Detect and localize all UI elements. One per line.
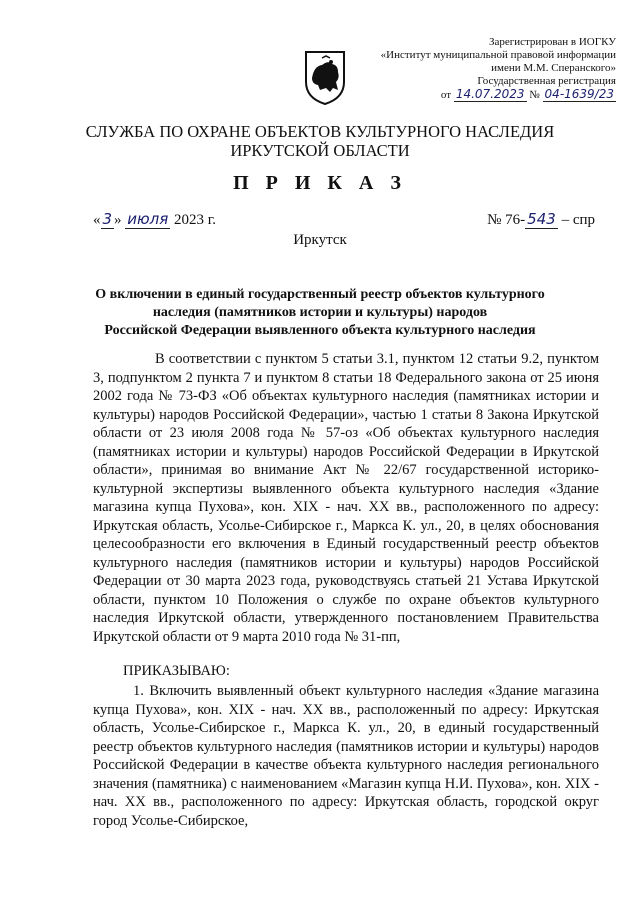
- number-prefix: № 76-: [487, 212, 526, 228]
- city: Иркутск: [293, 232, 347, 248]
- registration-stamp: [356, 36, 616, 102]
- title-line: Российской Федерации выявленного объекта культурного наследия: [104, 323, 536, 338]
- agency-line: СЛУЖБА ПО ОХРАНЕ ОБЪЕКТОВ КУЛЬТУРНОГО НАСЛЕДИЯ: [85, 122, 555, 141]
- date-open-quote: «: [93, 212, 101, 228]
- order-number: [487, 210, 595, 229]
- registration-line: Государственная регистрация: [477, 75, 616, 87]
- date-day: 3: [102, 210, 113, 228]
- preamble-paragraph: В соответствии с пунктом 5 статьи 3.1, пунктом 12 статьи 9.2, пунктом 3, подпунктом 2 пункта 7 и пунктом 8 статьи 18 Федерального закона от 25 июня 2002 года № 73-ФЗ «Об объектах культурного наследия (памятниках истории и культуры) народов Российской Федерации», частью 1 статьи 8 Закона Иркутской области от 23 июля 2008 года № 57-оз «Об объектах культурного наследия (памятниках истории и культуры) народов Российской Федерации в Иркутской области», принимая во внимание Акт № 22/67 государственной историко-культурной экспертизы выявленного объекта культурного наследия «Здание магазина купца Пухова», кон. XIX - нач. XX вв., расположенного по адресу: Иркутская область, Усолье-Сибирское г., Маркса К. ул., 20, в целях обоснования целесообразности его включения в Единый государственный реестр объектов культурного наследия (памятников истории и культуры) народов Российской Федерации от 30 марта 2023 года, руководствуясь статьей 21 Устава Иркутской области, пунктом 10 Положения о службе по охране объектов культурного наследия Иркутской области, утвержденного постановлением Правительства Иркутской области от 9 марта 2010 года № 31-пп,: [93, 351, 599, 645]
- order-title: [60, 286, 580, 340]
- registration-date: 14.07.2023: [455, 87, 525, 101]
- number-value: 543: [527, 210, 556, 228]
- agency-header: [0, 122, 640, 160]
- title-line: О включении в единый государственный реестр объектов культурного: [95, 287, 545, 302]
- registration-line: Зарегистрирован в ИОГКУ: [488, 36, 616, 48]
- registration-number-line: [356, 88, 616, 102]
- number-suffix: – спр: [561, 212, 595, 228]
- registration-from-label: от: [440, 89, 452, 101]
- coat-of-arms-emblem: [302, 48, 348, 106]
- order-item-1: [93, 682, 599, 830]
- document-type-title: П Р И К А З: [233, 172, 407, 194]
- registration-number: 04-1639/23: [544, 87, 614, 101]
- agency-line: ИРКУТСКОЙ ОБЛАСТИ: [230, 141, 410, 160]
- order-word: ПРИКАЗЫВАЮ:: [123, 663, 230, 679]
- registration-line: «Институт муниципальной правовой информации: [380, 49, 616, 61]
- registration-no-label: №: [529, 89, 540, 101]
- order-date: [93, 210, 216, 229]
- date-close-quote: »: [114, 212, 122, 228]
- date-month: июля: [127, 210, 169, 228]
- item-1-text: 1. Включить выявленный объект культурного наследия «Здание магазина купца Пухова», кон. XIX - нач. XX вв., расположенный по адресу: Иркутская область, Усолье-Сибирское г., Маркса К. ул., 20, в единый государственный реестр объектов культурного наследия (памятников истории и культуры) народов Российской Федерации в качестве объекта культурного наследия регионального значения (памятника) с наименованием «Магазин купца Н.И. Пухова», кон. XIX - нач. XX вв., расположенного по адресу: Иркутская область, городской округ город Усолье-Сибирское,: [93, 683, 599, 829]
- title-line: наследия (памятников истории и культуры) народов: [152, 305, 488, 320]
- registration-line: имени М.М. Сперанского»: [491, 62, 616, 74]
- date-year: 2023 г.: [174, 212, 217, 228]
